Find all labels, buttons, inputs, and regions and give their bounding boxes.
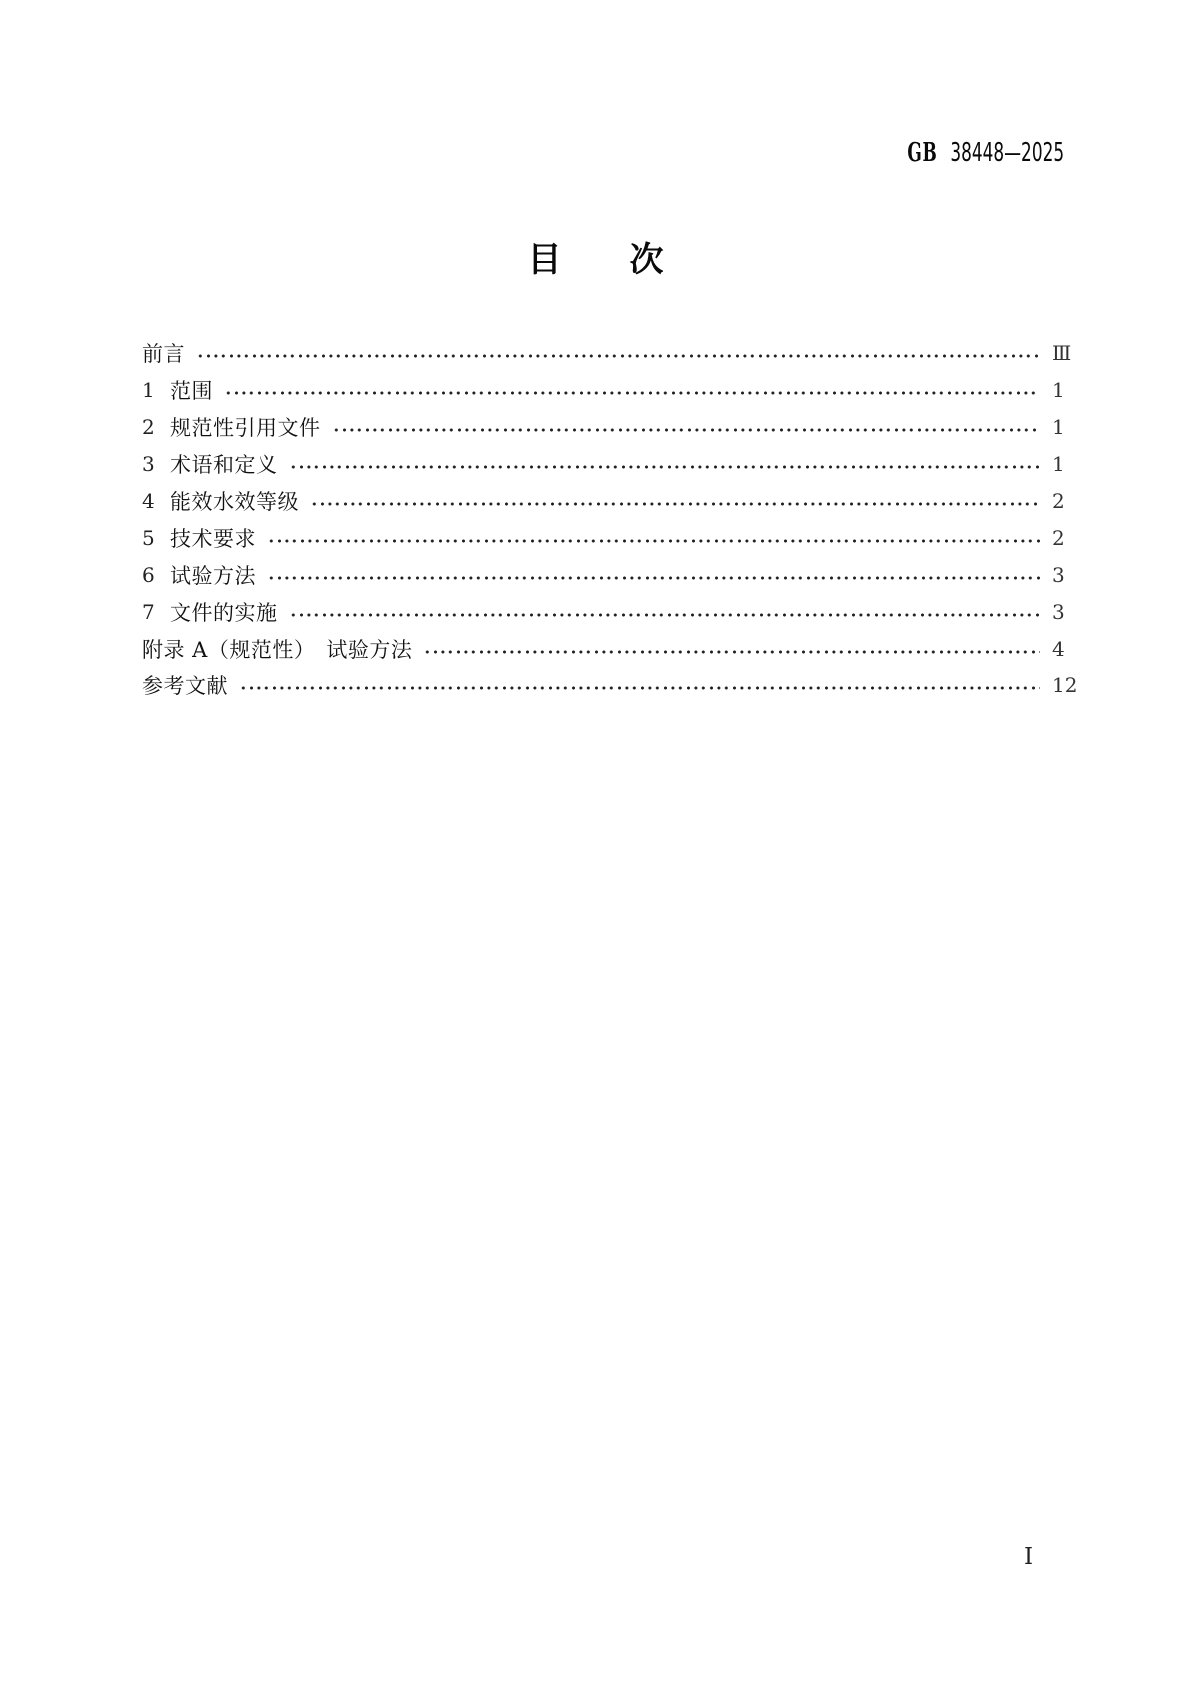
- toc-entry-label: 术语和定义: [170, 453, 278, 478]
- toc-entry-number: 1: [142, 378, 155, 403]
- toc-leader-dots: [268, 538, 1040, 544]
- standard-code-prefix: GB: [907, 138, 938, 168]
- toc-leader-dots: [290, 464, 1041, 470]
- toc-leader-dots: [225, 390, 1040, 396]
- toc-entry-number: 3: [142, 452, 155, 477]
- toc-entry: [142, 556, 1065, 593]
- standard-code: [907, 139, 1064, 168]
- toc-entry: [142, 630, 1065, 667]
- standard-code-number: 38448—2025: [950, 138, 1064, 168]
- toc-entry-page: Ⅲ: [1052, 341, 1072, 366]
- toc-entry: [142, 409, 1065, 446]
- toc-entry-label: 文件的实施: [170, 600, 278, 625]
- toc-entry-label: 参考文献: [142, 674, 228, 699]
- toc-entry-number: 4: [142, 489, 155, 513]
- toc-entry-page: 1: [1052, 452, 1065, 477]
- page-title: 目 次: [527, 240, 664, 280]
- toc-leader-dots: [333, 427, 1041, 433]
- toc-entry-page: 2: [1052, 489, 1065, 513]
- toc-entry-page: 1: [1052, 415, 1065, 440]
- toc-leader-dots: [424, 649, 1040, 655]
- footer-page-number: Ⅰ: [1024, 1544, 1034, 1570]
- toc-leader-dots: [240, 685, 1040, 691]
- toc-leader-dots: [268, 575, 1040, 581]
- toc-entry-label: 范围: [170, 379, 213, 404]
- toc-entry-page: 12: [1052, 673, 1078, 698]
- toc-entry: [142, 335, 1072, 372]
- toc-leader-dots: [197, 353, 1040, 359]
- toc-entry: [142, 483, 1065, 520]
- toc-entry-number: 7: [142, 599, 155, 624]
- toc-leader-dots: [311, 501, 1040, 507]
- toc-entry: [142, 593, 1065, 630]
- toc-entry-number: 6: [142, 562, 155, 587]
- toc-entry: [142, 372, 1065, 409]
- toc-entry: [142, 519, 1065, 556]
- toc-entry-label: 技术要求: [170, 526, 256, 551]
- toc-entry-label: 能效水效等级: [170, 490, 299, 514]
- toc-entry-page: 3: [1052, 599, 1065, 624]
- toc-entry-number: 5: [142, 525, 155, 550]
- toc-entry: [142, 667, 1078, 704]
- toc-leader-dots: [290, 612, 1041, 618]
- toc-entry-page: 2: [1052, 525, 1065, 550]
- toc-entry-page: 4: [1052, 636, 1065, 661]
- toc-entry-page: 1: [1052, 378, 1065, 403]
- toc-list: [142, 335, 1078, 704]
- toc-entry-label: 附录 A（规范性） 试验方法: [142, 637, 413, 662]
- toc-entry-label: 试验方法: [170, 563, 256, 588]
- toc-entry-label: 规范性引用文件: [170, 416, 321, 441]
- toc-entry: [142, 446, 1065, 483]
- toc-entry-label: 前言: [142, 342, 185, 367]
- toc-entry-page: 3: [1052, 562, 1065, 587]
- toc-entry-number: 2: [142, 415, 155, 440]
